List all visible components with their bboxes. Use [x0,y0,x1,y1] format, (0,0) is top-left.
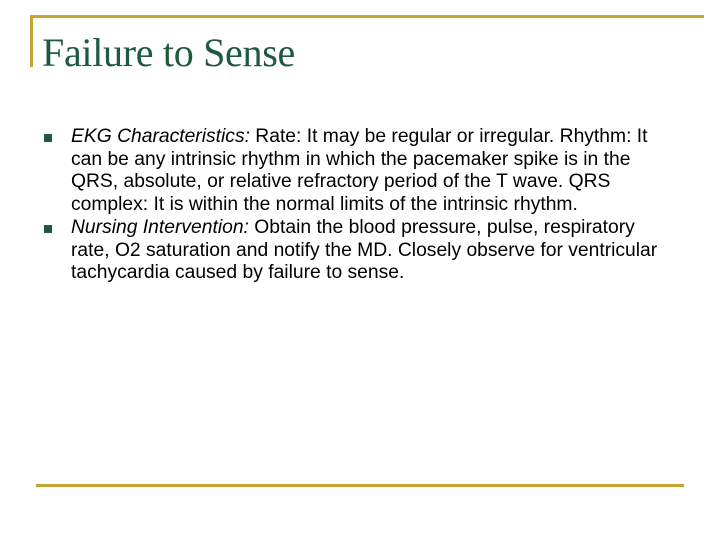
square-bullet-icon [44,225,52,233]
bullet-lead-nursing-intervention: Nursing Intervention: [71,216,249,238]
bullet-lead-ekg-characteristics: EKG Characteristics: [71,126,250,147]
bullet-list [44,126,664,285]
bullet-item-nursing-intervention [44,217,664,285]
bullet-item-ekg-characteristics [44,126,664,217]
slide-title: Failure to Sense [42,30,295,75]
footer-rule [36,484,684,487]
title-frame-left-rule [30,15,33,67]
bullet-text-ekg-characteristics: Rate: It may be regular or irregular. Rhythm: It can be any intrinsic rhythm in which the pacemaker spike is in the QRS, absolute, or relative refractory period of the T wave. QRS complex: It is within the normal limits of the intrinsic rhythm. [71,126,648,216]
title-frame-top-rule [30,15,704,18]
bullet-text-nursing-intervention: Obtain the blood pressure, pulse, respiratory rate, O2 saturation and notify the MD. Closely observe for ventricular tachycardia caused by failure to sense. [71,216,658,284]
square-bullet-icon [44,134,52,142]
